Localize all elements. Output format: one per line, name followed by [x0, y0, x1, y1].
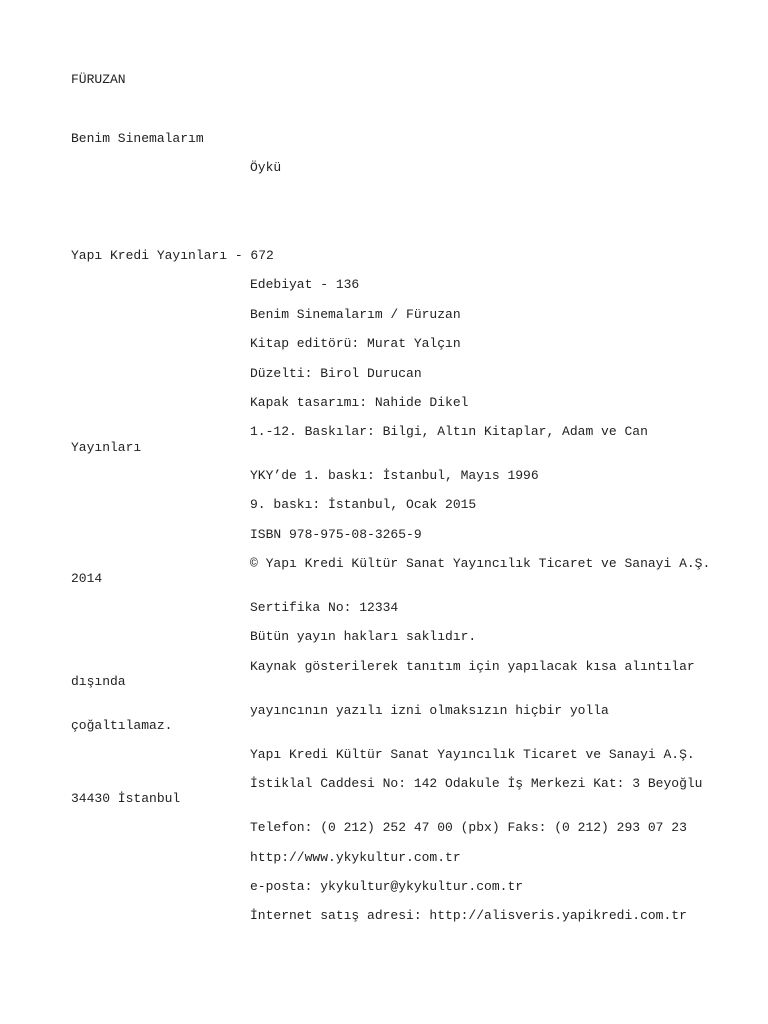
isbn: ISBN 978-975-08-3265-9: [250, 527, 422, 542]
editor-credit: Kitap editörü: Murat Yalçın: [250, 336, 461, 351]
book-title: Benim Sinemalarım: [71, 131, 204, 146]
email-address: e-posta: ykykultur@ykykultur.com.tr: [250, 879, 524, 894]
online-store-link: İnternet satış adresi: http://alisveris.yapikredi.com.tr: [250, 908, 687, 923]
permission-notice: yayıncının yazılı izni olmaksızın hiçbir yolla: [250, 703, 609, 718]
rights-reserved: Bütün yayın hakları saklıdır.: [250, 629, 477, 644]
series-number: Yapı Kredi Yayınları - 672: [71, 248, 274, 263]
genre-label: Öykü: [250, 160, 282, 175]
proofreader-credit: Düzelti: Birol Durucan: [250, 366, 422, 381]
publisher-address-continued: 34430 İstanbul: [71, 791, 181, 806]
title-author: Benim Sinemalarım / Füruzan: [250, 307, 461, 322]
website-link: http://www.ykykultur.com.tr: [250, 850, 461, 865]
quote-notice: Kaynak gösterilerek tanıtım için yapılacak kısa alıntılar: [250, 659, 695, 674]
publisher-address: İstiklal Caddesi No: 142 Odakule İş Merkezi Kat: 3 Beyoğlu: [250, 776, 703, 791]
yky-first-edition: YKY’de 1. baskı: İstanbul, Mayıs 1996: [250, 468, 539, 483]
prior-editions-continued: Yayınları: [71, 440, 142, 455]
quote-notice-continued: dışında: [71, 674, 126, 689]
ninth-edition: 9. baskı: İstanbul, Ocak 2015: [250, 497, 477, 512]
publisher-name: Yapı Kredi Kültür Sanat Yayıncılık Ticaret ve Sanayi A.Ş.: [250, 747, 695, 762]
copyright-notice: © Yapı Kredi Kültür Sanat Yayıncılık Ticaret ve Sanayi A.Ş.: [250, 556, 711, 571]
cover-design-credit: Kapak tasarımı: Nahide Dikel: [250, 395, 469, 410]
author-name: FÜRUZAN: [71, 72, 126, 87]
permission-notice-continued: çoğaltılamaz.: [71, 718, 173, 733]
certificate-number: Sertifika No: 12334: [250, 600, 399, 615]
prior-editions: 1.-12. Baskılar: Bilgi, Altın Kitaplar, Adam ve Can: [250, 424, 648, 439]
phone-fax: Telefon: (0 212) 252 47 00 (pbx) Faks: (0 212) 293 07 23: [250, 820, 687, 835]
copyright-year: 2014: [71, 571, 103, 586]
subseries: Edebiyat - 136: [250, 277, 360, 292]
